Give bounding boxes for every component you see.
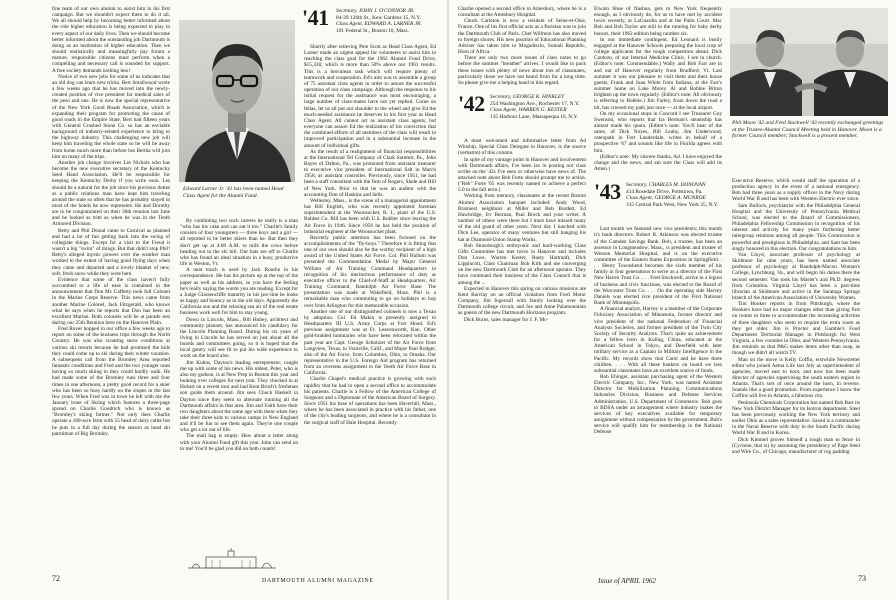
class-officers [336, 8, 466, 34]
paragraph: The mail bag is empty. How about a letter along with your Alumni Fund gift this year. John can send on to me! You'll be glad you did on both counts! [180, 433, 298, 452]
agent-label: Class Agent, GEORGE A. MUNROE [626, 195, 706, 202]
paragraph: Charlie opened a second office in Amesbury, where he is a consultant at the Amesbury Hospital. [458, 6, 586, 19]
paragraph: Working from memory, classmates at the recent Boston Alumni Association banquet included: Andy Wood, Brainiest neighbors at Miller and Bob Burdett, Ed Hawbridge, Irv Berman, Paul Brock and your writer. A number of others were there but I must have missed many of the old guard of other years. Next day I lunched with Dick Lee, operator of many ventures but still hanging his hat at Diamond-Union Stamp Works. [458, 193, 586, 243]
paragraph: (Editor's note: My sincere thanks, Ad. I have enjoyed the change and the news, and am sure the Class will add its Amen.) [594, 153, 722, 173]
class-officers [490, 94, 586, 120]
secretary-label: Secretary, CHARLES M. DONOVAN [626, 182, 706, 189]
left-col2 [180, 218, 298, 552]
paragraph: On my occasional stops in Concord I see Treasurer Guy Swenson, who reports that Ira Berman's steamship has almost made his quota. (Editor's note: You'll hear of the same, of Dick Noyes, Bill Leahy, Jim Underwood, osteopath in Fort Lauderdale, writes in behalf of a prospective '67 and sounds like life in Florida agrees with him. [594, 110, 722, 154]
secretary-label: Secretary, JOHN J. O'CONNOR JR. [336, 8, 415, 14]
class-header-42 [458, 92, 586, 134]
page-number-right: 73 [858, 574, 866, 583]
agent-address: 101 Federal St., Boston 10, Mass. [336, 27, 409, 34]
paragraph: Expected in Hanover this spring on various missions are Kent Barclay on an official visitation from Ford Motor Company, Jim Ingersoll with family looking over the Dartmouth college circuit, and Joe and Anne Palamountain as guests of the new Dartmouth Horizons program. [458, 285, 586, 317]
right-col3 [732, 178, 860, 574]
secretary-address: 84-39 126th St., Kew Gardens 15, N.Y. [336, 14, 421, 21]
paragraph: Dick Burns, sales manager for J. F. Mc- [464, 316, 549, 323]
paragraph: Man on the move is Kelly Coffin, erstwhile Newsletter editor who joined Aetna Life last July as superintendent of agencies, moved east to boot, and now has been made director of agencies supervising the south eastern region in Atlanta. That's sort of once around the horn, in reverse. Sounds like a good promotion. From experience I know the Coffins will live in Atlanta, a fabulous city. [732, 356, 860, 400]
paragraph: A most welcomed and informative letter from Ad Winship, Special Class Delegate in Hanover, is the source (verbatim) of this column. [458, 138, 586, 157]
dartmouth-sketch [186, 548, 278, 570]
class-header-41 [302, 6, 442, 42]
class-year-label: '43 [594, 179, 621, 205]
paragraph: There are only two more issues of class notes to go before the summer "breather" arrives. I would like to pack these issues with plenty of news about lots of classmates, particularly those we have not heard from for a long time. So please give me a helping hand in this regard. [458, 55, 586, 86]
paragraph: Evidence that some of the class haven't fully succumbed to a life of ease is contained in the announcement that Don Mc Cafferty took full Colonel in the Marine Corps Reserve. This news came from another Marine Colonel, Jack Fitzgerald, who knows what he says when he reports that Don has been an excellent Marine. Both colonels will be at parade rest during our 25th Reunion here on the Hanover Plain. [52, 276, 170, 326]
paragraph: Recently public attention has been focused on the accomplishments of the "fly-boys." Therefore it is fitting that one of our own should also be the worthy recipient of a high award of the United States Air Force. Col. Phil Hallum was presented the Commendation Medal by Major General William of Air Training Command Headquarters in recognition of his meritorious performance of duty as executive officer to the Chief-of-Staff at Headquarters, Air Training Command, Randolph Air Force Base. The presentation was made at Wakefield, Mass. Phil is a remarkable man who commuting to go on holidays to hop over from Arlington for this memorable occasion. [304, 234, 436, 309]
class-year-label: '41 [302, 5, 329, 30]
agent-label: Class Agent, EDWARD A. LARNER JR. [336, 21, 422, 28]
portrait-larner [179, 20, 295, 182]
class-officers [626, 182, 722, 208]
paragraph: Shortly after relieving Pete Scott as Head Class Agent, Ed Larner made an urgent appeal for volunteers to assist him in reaching the class goal for the 1962 Alumni Fund Drive, $15,330, which is more than 50% above our 1961 results. This is a herculean task which will require plenty of teamwork and cooperation. Ed's aim was to assemble a group of 75 assistant class agents in order to assure the successful operation of our class campaign. Although the response to his initial request for the assistance was most encouraging, a large number of class-mates have not yet replied. Come on fellas, let us all put our shoulder to the wheel and give Ed the much-needed assistance he deserves in his first year as Head Class Agent. All cannot act as assistant class agents, but everyone can assure Ed the realization of his conviction that the combined efforts of all members of the class will result in improved participation and in a substantial increase in the amount of individual gifts. [304, 44, 436, 149]
class-year-label: '42 [458, 91, 485, 117]
page-gutter [447, 0, 449, 600]
photo-moon-stockwell [730, 8, 888, 116]
paragraph: Betty and Phil Dostal came to Carnival as planned and had a lot of fun getting back into the swing of collegiate things. Except for a visit to the Freud it wasn't a big "swim" of things. But that didn't stop Phil! Betty's alleged mystic powers over the weather man worked to the extent of having good flying days when they came and departed and a lovely blanket of new, soft, fresh snow while they were here. [52, 227, 170, 277]
paragraph: Elwain Shoe of Nashua, gets to New York frequently enough, as I obviously do, for us to have met by accident twice recently, at LaGuardia and at the Palm Court. Mac Bob and Bob Taylor are still in the running for baby derby honors, their 1962 edition being number six. [594, 6, 722, 37]
paragraph: Another job change involves Les Nichols who has become the new executive secretary of the Kentucky Seed Hand Association. He'll be responsible for keeping the Kentucky Derby if you write soon. Les should be a natural for the job since his previous duties as a public relations man have kept him traveling around the state so often that he has probably stayed in most of the hotels he now represents. He and Dorothy are to be congratulated on their 30th reunion last June and he looked as trim as when he was in the Tenth Armored Division. [52, 159, 170, 228]
paragraph: Dick Kimmel proves himself a tough man to fence in (Cyclone, that is) by assuming the presidency of Page Steel and Wire Co., of Chicago, manufacturer of rug padding [732, 436, 860, 455]
paragraph: Tim Hooker reports in from Pittsburgh, where the Hookers have had no major changes other than giving first on rooms to three to accommodate the increasing activities of three daughters who seem to require the extra room as they get older. Jim is Procter and Gamble's Food Department Territorial Manager in Pittsburgh for West Virginia, a few counties in Ohio, and Western Pennsylvania. Jim reminds us that P&G makes items other than soap, as though we didn't all watch TV. [732, 301, 860, 357]
agent-address: 315 Central Park West, New York 25, N.Y. [626, 202, 719, 208]
left-col1 [52, 6, 170, 572]
page-number-left: 72 [52, 574, 60, 583]
paragraph: Down in Lincoln, Mass., Bill Hubey, architect and community planner, has announced his candidacy for the Lincoln Planning Board. During his six years of living in Lincoln he has served on just about all the boards and committees going, so it is hoped that the local gentry will see fit to put his wide experience to work on the board also. [180, 316, 298, 360]
portrait-photo [179, 20, 295, 182]
paragraph: Executive Reserve, which would staff the operation of a production agency in the event of a national emergency. Bob had three years as a supply officer in the Navy during World War II and has been with Western Electric ever since. [732, 178, 860, 203]
agent-address: 135 Harbour Lane, Massapequa 16, N.Y. [490, 113, 579, 120]
group-photo [730, 8, 888, 116]
paragraph: Chuck Carleton is now a resident of Seine-et-Oise, France. One of his first official acts as a Parisian was to join the Dartmouth Club of Paris. Chet Willmon has also moved to foreign shores. His new position of Educational Planning Adviser has taken him to Mogadiscio, Somali Republic, Horn of Africa. [458, 18, 586, 56]
photo-caption: Edward Larner Jr. '41 has been named Head Class Agent for the Alumni Fund. [183, 186, 284, 199]
paragraph: Another one of our distinguished colonels is now a Texan by adoption. Col. Ed Makin is presently assigned to Headquarters III U.S. Army Corps at Fort Hood. Ed's previous assignment was at Ft. Leavenworth, Kan. Other gold-braided luminaries who have been relocated within the past year are Capt. George Schnitzer of the Air Force from Longview, Texas, to Vacaville, Calif., and Major Paul Rodger, also of the Air Force, from Columbus, Ohio, to Omaha. Our representative in the U.S. Foreign Aid program has returned from an overseas assignment to the Tenth Air Force Base in California. [304, 308, 436, 377]
agent-label: Class Agent, WARREN G. KESTER [490, 107, 567, 114]
secretary-label: Secretary, GEORGE K. HINKLEY [490, 94, 565, 101]
left-col3 [304, 44, 436, 572]
paragraph: Bob Ebinger, assistant purchasing agent of the Western Electric Company, Inc., New York, was named Assistant Director for Mobilization Planning, Communications Industries Division, Business and Defense Services Administration, U.S. Department of Commerce. Bob goes to BDSA under an arrangement where industry makes the services of key executives available for temporary assignment without compensation by the government. Bob's service will qualify him for membership in the National Defense [594, 373, 722, 436]
paragraph: Sam Bullock, psychiatrist with the Philadelphia General Hospital and the University of Pennsylvania Medical School, was elected to the Board of Commissioners, Philadelphia Fellowship Commission in recognition of his interest and activity for many years furthering better intergroup relations among all people. This Commission is powerful and prestigious in Philadelphia, and Sam has been singly honored in this election. Our congratulations to him. [732, 202, 860, 252]
paragraph: Bob Strassburgh's embryonic and hard-working Class Gifts Committee has met twice in Hanover and includes Don Lowe, Warren Kester, Rusty Hartranft, Dick Lippincott, Class Chairman Bob Kirk and me converging on the new Dartmouth Club for an afternoon upstairs. They have continued their business of the Class Council that is among the ... [458, 242, 586, 286]
issue-date: Issue of APRIL 1962 [598, 577, 656, 585]
paragraph: In our immediate contingent, Ed Leonard is busily engaged at the Hanover Schools preparing the local crop of college applicants for the tough competition ahead. Dick Cardozo, of our Internal Medicine Clinic, I see in church. (Editor's note: Commendable.) Wally and Bob Farr are in and out of Hanover regularly from Bradford, Vt. Last summer it was our pleasure to visit them and their house guests, Frank and Joan White from Indiana, at the Farr's summer home on Lake Morey. Al and Bobbie Briton brighten up the town regularly. (Editor's note: All obviously is referring to Bobbie.) Jim Farley, from down the road a bit, has crossed my path just once — at the local airport. [594, 36, 722, 111]
right-col2 [594, 6, 722, 572]
paragraph: In spite of my vantage point in Hanover and involvement with Dartmouth affairs, I've been lax in posting our class scribe on the '42s I've seen or otherwise have news of. The attached note about Reb Forte should prompt me to action. ("Reb" Forte '65 was recently named to achieve a perfect 5.0 in the fall term.) [458, 156, 586, 194]
paragraph: Wellesley, Mass., is the scene of a managerial appointment has Bill English, who was recently appointed foreman superintendent at the Woonsocket, R. I., plant of the U.S. Rubber Co. Bill has been with U.S. Rubber since leaving the Air Force in 1946. Since 1956 he has held the position of industrial engineer at the Woonsocket plant. [304, 197, 436, 235]
photo-caption: Phil Moon '42 and Fred Stockwell '43 recently exchanged greetings at the Trustee-Alumni Council Meeting held in Hanover. Moon is a former Council member; Stockwell is a present member. [732, 120, 884, 140]
paragraph: Charlie Chapel's medical practice is growing with such rapidity that he had to open a second office to accommodate his patients. Charlie is a Fellow of the American College of Surgeons and a Diplomate of the American Board of Surgery. Since 1951 his base of operations has been Haverhill, Mass., where he has been associated in practice with his father, one of the city's leading surgeons, and where he is a consultant in the surgical staff of Hale Hospital. Recently [304, 376, 436, 426]
paragraph: A neat touch is used by Jack Rourke in his correspondence. He has his picture up at the top of the paper as well as his address, so you have the feeling he's really saying the words you are reading. Except for a Judge Glassencliffe maturity in his jaw-line he looks as happy and bouncy as in the old days. Apparently the California sun and the relaxing sea air of the real estate business work well for him to stay young. [180, 267, 298, 317]
paragraph: Fred Rover hopped in our office a few weeks ago to report on some of the business trips through the North Country. He was also scouting snow conditions at various ski resorts because he had promised the kids they could come up to ski during their winter vacation. A subsequent call from the Bromley Area reported fantastic conditions and Fred and the two younger ones having so much skiing in they could hardly walk. He had made some of the Bromley runs three and four times in one afternoon, a pretty good record for a skier who has been so busy hardly on the slopes in the last few years. When Fred was in town he left with me the January issue of Skiing which features a three-page spread on Charlie Goodrich who is known as "Bromley's skiing farmer." Not only does Charlie operate a 180-acre farm with 55 head of dairy cattle but he puts in a full day during the season as head ski patrolman of Big Bromley. [52, 326, 170, 437]
paragraph: Peninsula Chemicals Corporation has named Bob Bart its New York District Manager for its Isotron department. Steel has been previously working the New York territory and earlier Ohio as a sales representative. Saxed is a commander in the Naval Reserve with duty in the South Pacific during World War II and in Korea. [732, 399, 860, 437]
paragraph: fine team of our own alumni to assist him in his first campaign. But we shouldn't expect them to do it all. We all should help by becoming better informed about the role higher education is being expected to play in every aspect of our daily lives. Then we should become better informed about the outstanding job Dartmouth is doing as an institution of higher education. Then we should realistically and meaningfully pay forum a mature, responsible citizens must perform when a compelling and necessary call is sounded for support. A free society demands nothing less! [52, 6, 170, 74]
paragraph: Jim Kuhns, Dayton's leading entrepreneur, caught me up with some of his news. His oldest, Peter, who is also my godson, is at New Prep in Boston this year and looking over colleges for next year. They checked in at Hobart on a recent tour and had Kent Bruch's freshman son guide them around. Jim sees Chuck Haskell in Dayton since they seem to alternate running all the Dartmouth affairs in that area. Jim and Faith have their two daughters about the same age with them when they take their three kids to various camps in New England and it'll be fun to see them again. They're one couple who get a lot out of life. [180, 359, 298, 434]
right-col1 [458, 6, 586, 572]
paragraph: A financial analyst, Harvey is a member of the Corporate Fiduciary Association of Minnesota, former director and vice president of the national Federation of Financial Analysts Societies, and former president of the Twin City Society of Security Analysts. That's quite an achievement for a fellow born in Kuling, China, educated at the American School in Tokyo, and Deerfield with later military service as a Captain in Military Intelligence in the Pacific. My records show that Carol and he have three children. . . . With all these bankers on board we less substantial classmates have an excellent source of funds. [594, 306, 722, 374]
paragraph: Notice of two new jobs for some of us indicates that an old dog can learn new tricks. Bert Smallwood wrote a few weeks ago that he has moved into the newly-created position of vice president for medical sales of the peso and one. He is now the special representative of the New York Good Roads Association, which is expanding their program for promoting the cause of good roads in the Empire State. Bert had fifteen years with General Crushed Stone Co. so has an enviable background of industry-related experience to bring to the highway industry. This challenging new job will keep him traveling the whole state so he will be away from home much more than before but Bertha will join him on many of the trips. [52, 73, 170, 160]
paragraph: As the result of a realignment of financial responsibilities at the International Tel Company of Clark Summit, Pa., John Bayes of Dalton, Pa., was promoted from assistant treasurer to executive vice president of International Salt in March 1958, as assistant controller. Previously, since 1951, he had been a staff consultant with the firm of Rogers, Slade and Hill of New York. Prior to that he was an auditor with the accounting firm of Haskins and Sells. [304, 148, 436, 198]
secretary-address: 254 Washington Ave., Rochester 17, N.Y. [490, 100, 580, 107]
paragraph: Last month we featured new vice presidents; this month it's bank directors. Robert R. Atkinson was elected trustee of the Camden Savings Bank. Bob, a trustee, has been an assessor in Longmeadow, Mass., is president and trustee of Wesson Memorial Hospital, and is on the executive committee of the Eastern States Exposition in Springfield. . . . Henry Townshend becomes the sixth member of his family in four generations to serve as a director of the First New Haven Trust Co. . . . Fred Stockwell, active in a legion of business and civic functions, was elected to the Board of the Worcester Trust Co. . . . On the operating side Harvey Daniels was elected vice president of the First National Bank of Minneapolis. [594, 226, 722, 307]
paragraph: Van Lloyd, associate professor of psychology at Skidmore for nine years, has been named associate professor of psychology at Randolph-Macon Woman's College, Lynchburg, Va., and will begin his duties there the second semester. Van took his Master's and Ph.D. degrees from Columbia. Virginia Lloyd has been a part-time librarian at Skidmore and active in the Saratoga Springs branch of the American Association of University Women. [732, 251, 860, 301]
paragraph: By combining two such careers he really is a man "who has his cake and can eat it too." Charlie's family consists of four youngsters — three boys and a girl — all reported to be better skiers than he. But then they don't get up at 4:00 A.M. to milk the cows before heading out to the ski hill. Our hats are off to Charlie who has found an ideal situation in a busy, productive life in Weston, Vt. [180, 218, 298, 268]
magazine-name: DARTMOUTH ALUMNI MAGAZINE [262, 578, 374, 584]
secretary-address: 414 Rosedale Drive, Pottstown, Pa. [626, 188, 703, 195]
class-header-43 [594, 180, 722, 222]
